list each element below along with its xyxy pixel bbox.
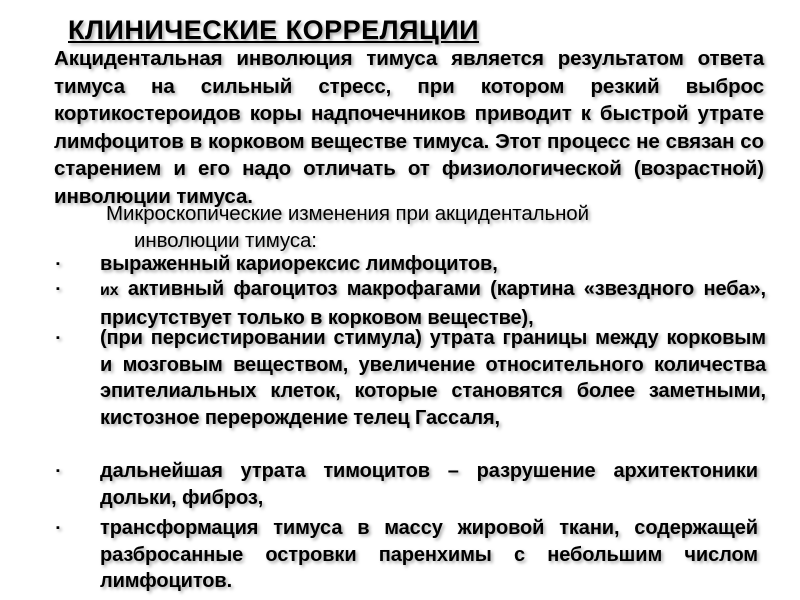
list-item-text: (при персистировании стимула) утрата границы между корковым и мозговым веществом, увеличение относительного количества эпителиальных клеток, которые становятся более заметными, кистозное перерождение телец Гассаля, — [100, 327, 766, 429]
list-item — [56, 325, 766, 431]
list-item — [56, 515, 758, 595]
bullet-icon: ▪ — [56, 332, 60, 344]
list-item — [56, 276, 766, 331]
list-item-prefix: их — [100, 282, 119, 299]
bullet-icon: ▪ — [56, 258, 60, 270]
list-item-text: трансформация тимуса в массу жировой ткани, содержащей разбросанные островки паренхимы с небольшим числом лимфоцитов. — [100, 517, 758, 592]
intro-paragraph: Акцидентальная инволюция тимуса является результатом ответа тимуса на сильный стресс, при котором резкий выброс кортикостероидов коры надпочечников приводит к быстрой утрате лимфоцитов в корковом веществе тимуса. Этот процесс не связан со старением и его надо отличать от физиологической (возрастной) инволюции тимуса. — [54, 47, 764, 208]
bullet-icon: ▪ — [56, 522, 60, 534]
list-item-text: выраженный кариорексис лимфоцитов, — [100, 253, 498, 275]
slide-title: КЛИНИЧЕСКИЕ КОРРЕЛЯЦИИ — [68, 15, 480, 45]
bullet-icon: ▪ — [56, 283, 60, 295]
section-subtitle-line1: Микроскопические изменения при акцидентальной — [106, 202, 589, 225]
list-item — [56, 251, 766, 278]
bullet-icon: ▪ — [56, 465, 60, 477]
list-item-text — [100, 276, 766, 331]
list-item-text: дальнейшая утрата тимоцитов – разрушение архитектоники дольки, фиброз, — [100, 460, 758, 509]
section-subtitle — [106, 200, 726, 254]
section-subtitle-line2: инволюции тимуса: — [134, 229, 317, 252]
list-item-body: активный фагоцитоз макрофагами (картина «звездного неба», присутствует только в корковом веществе), — [100, 278, 766, 329]
list-item — [56, 458, 758, 511]
